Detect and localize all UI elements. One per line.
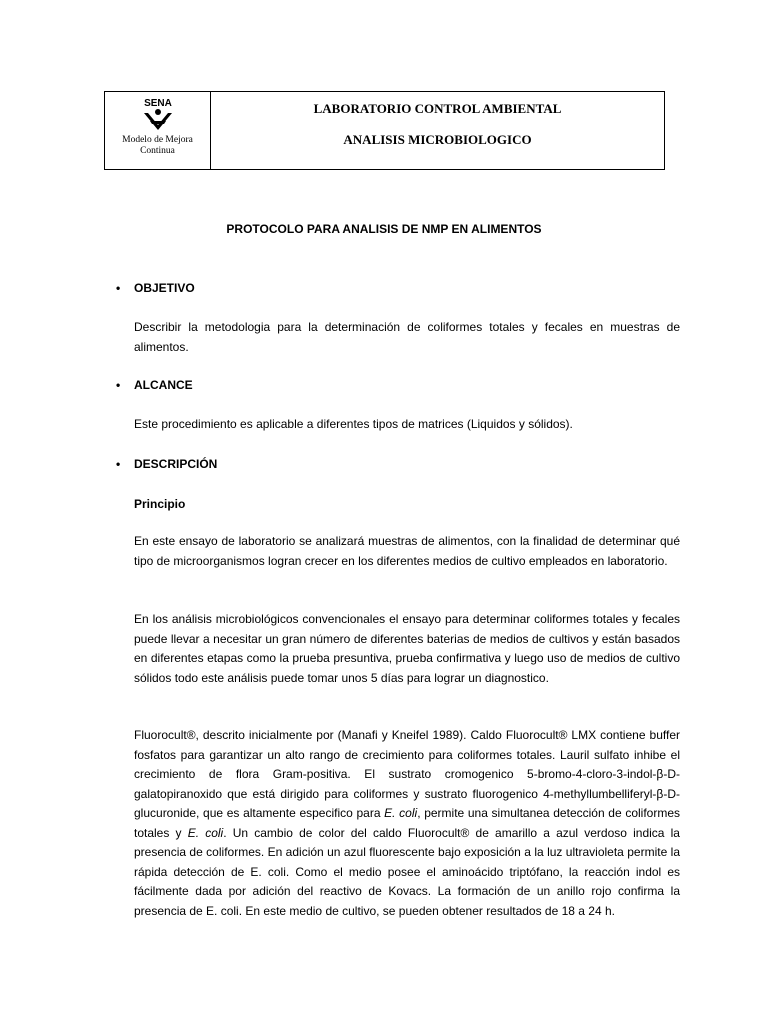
e-coli-italic-2: E. coli [187,825,224,840]
alcance-paragraph: Este procedimiento es aplicable a diferentes tipos de matrices (Liquidos y sólidos). [134,417,573,431]
principio-paragraph-1: En este ensayo de laboratorio se analizará muestras de alimentos, con la finalidad de determinar qué tipo de microorganismos logran crecer en los diferentes medios de cultivo empleados en laboratorio. [134,534,680,568]
bullet-icon: • [116,378,121,392]
section-heading-label: OBJETIVO [134,281,195,295]
section-heading-alcance [116,378,193,392]
paragraph-3-text-b: , permite una simultanea detección de coliformes totales y [134,806,680,840]
bullet-icon: • [116,457,121,471]
logo-caption [122,135,193,157]
sena-logo-text: SENA [143,98,172,109]
header-title-cell [211,92,664,169]
paragraph-3-text-a: Fluorocult®, descrito inicialmente por (Manafi y Kneifel 1989). Caldo Fluorocult® LMX contiene buffer fosfatos para garantizar un alto rango de crecimiento para coliformes totales. Lauril sulfato inhibe el crecimiento de flora Gram-positiva. El sustrato cromogenico 5-bromo-4-cloro-3-indol-β-D-galatopiranoxido que está dirigido para coliformes y sustrato fluorogenico 4-methyllumbelliferyl-β-D-glucuronide, que es altamente especifico para [134,728,680,820]
header-title: LABORATORIO CONTROL AMBIENTAL [313,101,562,116]
e-coli-italic-1: E. coli [384,806,418,820]
section-heading-label: DESCRIPCIÓN [134,457,218,471]
objetivo-paragraph: Describir la metodologia para la determinación de coliformes totales y fecales en muestras de alimentos. [134,320,680,354]
document-title: PROTOCOLO PARA ANALISIS DE NMP EN ALIMENTOS [226,222,542,236]
document-header [104,91,665,170]
section-heading-descripcion [116,457,217,471]
principio-subheading: Principio [134,497,186,511]
principio-paragraph-3 [134,726,680,921]
logo-caption-line-2: Continua [140,146,175,156]
logo-caption-line-1: Modelo de Mejora [122,135,193,145]
sena-logo-icon [138,97,178,133]
header-subtitle: ANALISIS MICROBIOLOGICO [343,132,532,147]
section-heading-objetivo [116,281,195,295]
bullet-icon: • [116,281,121,295]
section-heading-label: ALCANCE [134,378,193,392]
logo-cell [105,92,211,169]
principio-paragraph-2: En los análisis microbiológicos convencionales el ensayo para determinar coliformes totales y fecales puede llevar a necesitar un gran número de diferentes baterias de medios de cultivos y están basados en diferentes etapas como la prueba presuntiva, prueba confirmativa y luego uso de medios de cultivo sólidos todo este análisis puede tomar unos 5 días para lograr un diagnostico. [134,612,680,685]
paragraph-3-text-c: . Un cambio de color del caldo Fluorocult® de amarillo a azul verdoso indica la presencia de coliformes. En adición un azul fluorescente bajo exposición a la luz ultravioleta permite la rápida detección de E. coli. Como el medio posee el aminoácido triptófano, la reacción indol es fácilmente dada por adición del reactivo de Kovacs. La formación de un anillo rojo confirma la presencia de E. coli. En este medio de cultivo, se pueden obtener resultados de 18 a 24 h. [134,825,680,918]
